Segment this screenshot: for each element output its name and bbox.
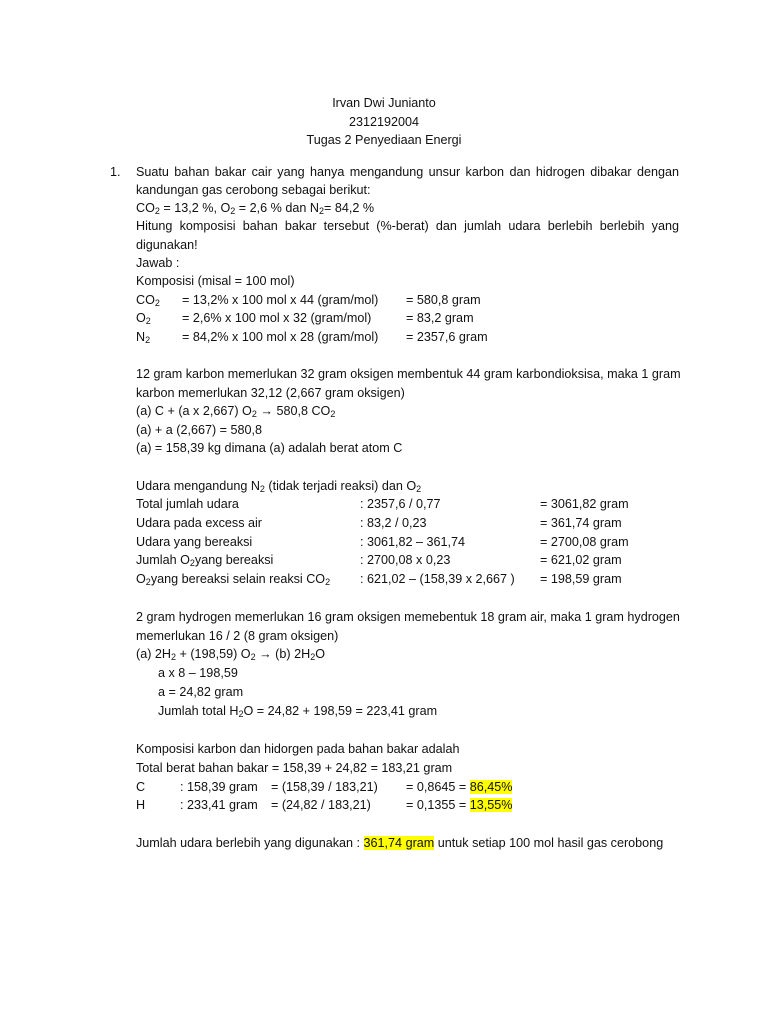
question-line-4: Hitung komposisi bahan bakar tersebut (%-berat) dan jumlah udara berlebih berlebih yang — [136, 219, 679, 233]
carbon-equation-1: (a) C + (a x 2,667) $O_2 \to 580,8$ $CO_2$ — [136, 404, 336, 419]
air-row-o2-other-label: $O_2yang$ bereaksi selain reaksi $CO_2$ — [136, 572, 331, 587]
row-co2-label: $CO_2$ — [136, 293, 160, 308]
carbon-equation-2: (a) + a (2,667) = 580,8 — [136, 423, 263, 437]
air-row-excess-calc: : 83,2 / 0,23 — [360, 516, 427, 530]
student-id: 2312192004 — [348, 115, 420, 129]
hydrogen-equation-3: a = 24,82 gram — [158, 685, 244, 699]
n2-value: = 84,2 % — [323, 201, 375, 215]
final-row-c-calc: = (158,39 / 183,21) — [271, 780, 378, 794]
final-row-c-ratio: = 0,8645 = 86,45% — [406, 780, 513, 794]
row-co2-calc: = 13,2% x 100 mol x 44 (gram/mol) — [182, 293, 379, 307]
excess-air-highlight: 361,74 gram — [363, 836, 435, 850]
row-n2-calc: = 84,2% x 100 mol x 28 (gram/mol) — [182, 330, 379, 344]
gas-composition-line: $CO_2 = 13,2$ %, $O_2 = 2,6$ % dan $N_2= 84,2$ % — [136, 201, 375, 216]
row-co2-result: = 580,8 gram — [406, 293, 481, 307]
hydrogen-percent-highlight: 13,55% — [469, 798, 513, 812]
assignment-title: Tugas 2 Penyediaan Energi — [306, 133, 462, 147]
air-row-total-result: = 3061,82 gram — [540, 497, 629, 511]
co2-value: = 13,2 %, O — [159, 201, 231, 215]
final-row-h-value: : 233,41 gram — [180, 798, 258, 812]
air-row-excess-result: = 361,74 gram — [540, 516, 622, 530]
hydrogen-equation-4: Jumlah total $H_2O = 24,82 + 198,59 = 223,41$ gram — [158, 704, 438, 719]
question-line-2: kandungan gas cerobong sebagai berikut: — [136, 183, 371, 197]
hydrogen-equation-1: (a) $2H_2 + (198,59) O_2 \to (b)$ $2H_2O$ — [136, 647, 325, 662]
question-line-5: digunakan! — [136, 238, 198, 252]
row-o2-label: $O_2$ — [136, 311, 151, 326]
hydrogen-equation-2: a x 8 – 198,59 — [158, 666, 238, 680]
air-row-o2-label: Jumlah $O_2yang$ bereaksi — [136, 553, 274, 568]
air-row-reacted-result: = 2700,08 gram — [540, 535, 629, 549]
carbon-percent-highlight: 86,45% — [469, 780, 513, 794]
air-row-o2-calc: : 2700,08 x 0,23 — [360, 553, 451, 567]
question-number: 1. — [110, 165, 121, 179]
final-composition-title: Komposisi karbon dan hidorgen pada bahan bakar adalah — [136, 742, 460, 756]
air-row-reacted-label: Udara yang bereaksi — [136, 535, 253, 549]
final-row-h-calc: = (24,82 / 183,21) — [271, 798, 371, 812]
question-line-1: Suatu bahan bakar cair yang hanya mengandung unsur karbon dan hidrogen dibakar dengan — [136, 165, 679, 179]
hydrogen-line-1: 2 gram hydrogen memerlukan 16 gram oksigen memebentuk 18 gram air, maka 1 gram hydrogen — [136, 610, 680, 624]
air-row-total-calc: : 2357,6 / 0,77 — [360, 497, 441, 511]
final-row-c-value: : 158,39 gram — [180, 780, 258, 794]
air-row-reacted-calc: : 3061,82 – 361,74 — [360, 535, 466, 549]
air-row-excess-label: Udara pada excess air — [136, 516, 263, 530]
air-row-o2-other-calc: : 621,02 – (158,39 x 2,667 ) — [360, 572, 515, 586]
row-o2-calc: = 2,6% x 100 mol x 32 (gram/mol) — [182, 311, 372, 325]
final-row-h-label: H — [136, 798, 146, 812]
air-intro: Udara mengandung $N_2$ (tidak terjadi reaksi) dan $O_2$ — [136, 479, 422, 494]
row-n2-result: = 2357,6 gram — [406, 330, 488, 344]
conclusion-line: Jumlah udara berlebih yang digunakan : 361,74 gram untuk setiap 100 mol hasil gas cerobong — [136, 836, 664, 850]
carbon-equation-3: (a) = 158,39 kg dimana (a) adalah berat atom C — [136, 441, 403, 455]
author-name: Irvan Dwi Junianto — [332, 96, 436, 110]
row-o2-result: = 83,2 gram — [406, 311, 474, 325]
row-n2-label: $N_2$ — [136, 330, 151, 345]
carbon-line-1: 12 gram karbon memerlukan 32 gram oksigen membentuk 44 gram karbondioksisa, maka 1 gram — [136, 367, 681, 381]
composition-assumption: Komposisi (misal = 100 mol) — [136, 274, 295, 288]
carbon-line-2: karbon memerlukan 32,12 (2,667 gram oksigen) — [136, 386, 405, 400]
air-row-o2-result: = 621,02 gram — [540, 553, 622, 567]
final-row-h-ratio: = 0,1355 = 13,55% — [406, 798, 513, 812]
final-total-weight: Total berat bahan bakar = 158,39 + 24,82 = 183,21 gram — [136, 761, 453, 775]
final-row-c-label: C — [136, 780, 146, 794]
o2-value: = 2,6 % dan N — [235, 201, 319, 215]
hydrogen-line-2: memerlukan 16 / 2 (8 gram oksigen) — [136, 629, 339, 643]
answer-label: Jawab : — [136, 256, 180, 270]
air-row-total-label: Total jumlah udara — [136, 497, 239, 511]
air-row-o2-other-result: = 198,59 gram — [540, 572, 622, 586]
